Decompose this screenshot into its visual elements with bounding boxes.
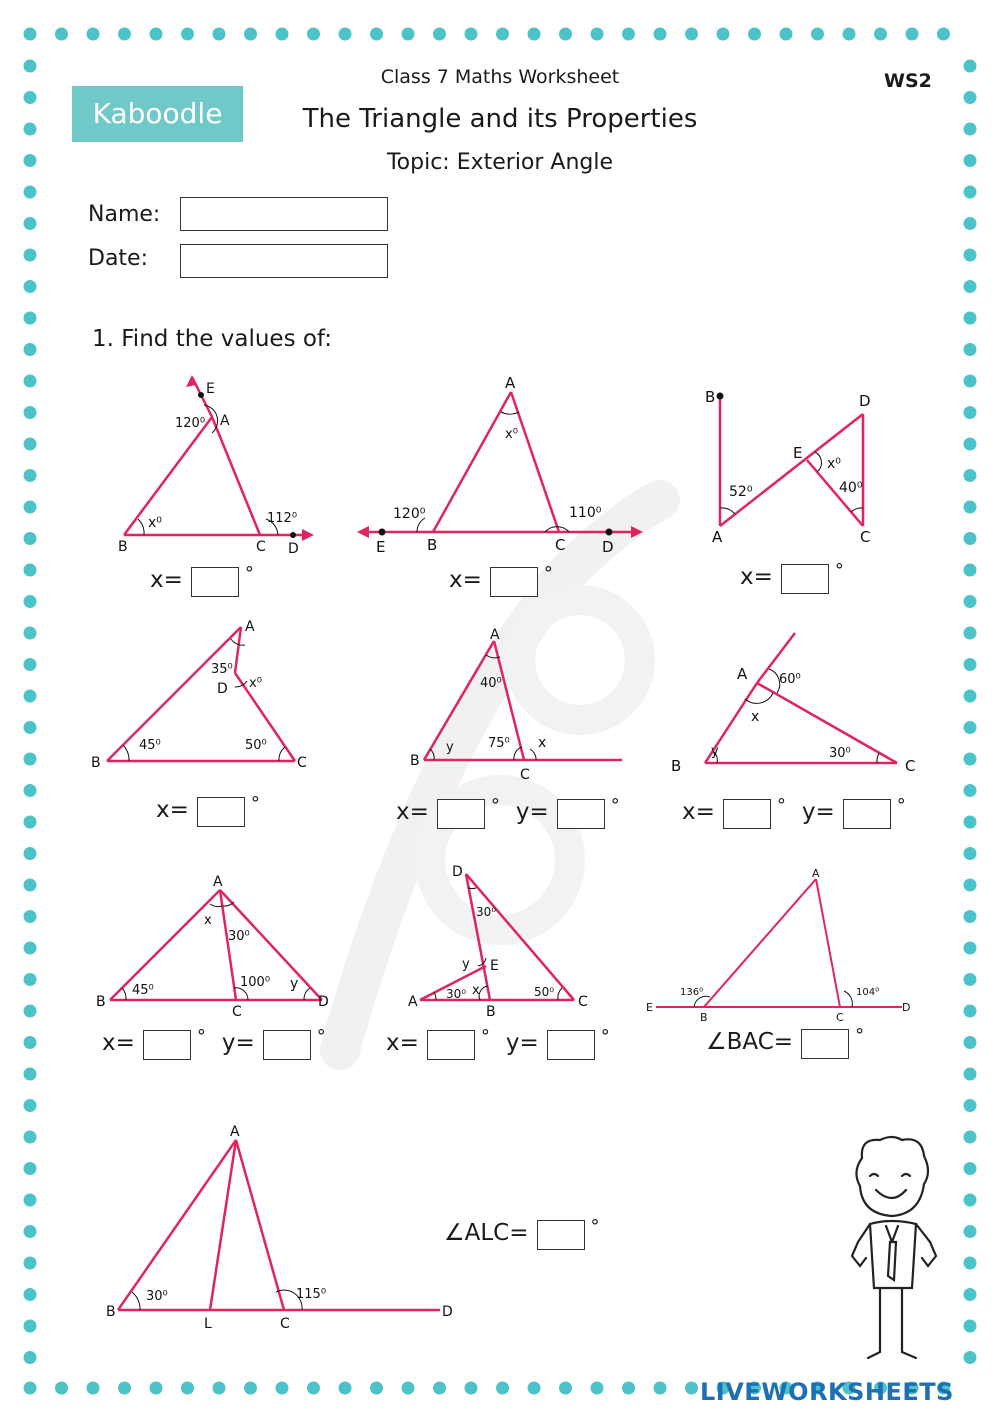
fig1-deg: ° <box>244 563 254 584</box>
border-dot <box>24 564 37 577</box>
fig6-var-y: y= <box>801 799 835 825</box>
fig4-angle-45: 45⁰ <box>139 738 161 753</box>
fig8-label-C: C <box>578 994 588 1010</box>
topic-title: Topic: Exterior Angle <box>386 150 614 175</box>
fig5-angle-75: 75⁰ <box>488 736 510 751</box>
border-dot <box>24 28 37 41</box>
border-dot <box>24 312 37 325</box>
border-dot <box>964 847 977 860</box>
border-dot <box>24 942 37 955</box>
figure-9 <box>640 865 920 1025</box>
worksheet-code: WS2 <box>884 70 932 92</box>
border-dot <box>24 1320 37 1333</box>
figure-3 <box>695 380 895 550</box>
fig1-var-x: x= <box>150 567 183 593</box>
fig4-deg: ° <box>250 793 260 814</box>
fig6-y-input[interactable] <box>843 799 891 829</box>
border-dot <box>276 28 289 41</box>
border-dot <box>906 28 919 41</box>
border-dot <box>964 1351 977 1364</box>
fig7-var-x: x= <box>102 1030 135 1056</box>
border-dot <box>622 28 635 41</box>
border-dot <box>307 1382 320 1395</box>
fig7-label-B: B <box>96 994 106 1010</box>
border-dot <box>964 312 977 325</box>
border-dot <box>964 438 977 451</box>
fig1-label-E: E <box>206 381 215 397</box>
figure-6 <box>665 625 925 785</box>
border-dot <box>24 343 37 356</box>
border-dot <box>24 910 37 923</box>
fig5-label-C: C <box>520 767 530 783</box>
border-dot <box>24 627 37 640</box>
border-dot <box>24 1068 37 1081</box>
fig4-label-B: B <box>91 755 101 771</box>
fig5-deg-y: ° <box>610 795 620 816</box>
border-dot <box>465 1382 478 1395</box>
border-dot <box>937 28 950 41</box>
fig7-angle-100: 100⁰ <box>240 975 271 990</box>
border-dot <box>591 1382 604 1395</box>
border-dot <box>24 1131 37 1144</box>
fig9-label-B: B <box>700 1011 708 1024</box>
border-dot <box>402 28 415 41</box>
border-dot <box>87 28 100 41</box>
liveworksheets-logo: LIVEWORKSHEETS <box>700 1378 954 1406</box>
border-dot <box>964 1320 977 1333</box>
fig7-angle-y: y <box>290 976 299 992</box>
answer-row-fig10 <box>444 1216 610 1250</box>
answer-row-fig7 <box>102 1026 336 1060</box>
border-dot <box>964 1099 977 1112</box>
border-dot <box>87 1382 100 1395</box>
border-dot <box>24 784 37 797</box>
border-dot <box>964 942 977 955</box>
border-dot <box>213 1382 226 1395</box>
fig6-angle-30: 30⁰ <box>829 746 851 761</box>
fig2-angle-x: x⁰ <box>505 427 518 442</box>
fig1-angle-120: 120⁰ <box>175 416 206 431</box>
border-dot <box>964 343 977 356</box>
border-dot <box>118 1382 131 1395</box>
border-dot <box>964 753 977 766</box>
fig10-label-L: L <box>204 1316 212 1332</box>
name-label: Name: <box>88 202 161 227</box>
border-dot <box>964 1225 977 1238</box>
fig4-angle-50: 50⁰ <box>245 738 267 753</box>
border-dot <box>433 28 446 41</box>
fig8-angle-x: x <box>472 983 480 998</box>
border-dot <box>24 469 37 482</box>
fig10-angle-30: 30⁰ <box>146 1289 168 1304</box>
border-dot <box>528 28 541 41</box>
fig5-angle-y: y <box>446 740 454 755</box>
border-dot <box>24 816 37 829</box>
fig1-label-A: A <box>220 413 230 429</box>
fig8-deg-y: ° <box>600 1026 610 1047</box>
fig3-angle-52: 52⁰ <box>729 484 753 500</box>
border-dot <box>964 910 977 923</box>
border-dot <box>964 1288 977 1301</box>
fig7-label-D: D <box>318 994 329 1010</box>
border-dot <box>24 879 37 892</box>
border-dot <box>964 1068 977 1081</box>
border-dot <box>24 721 37 734</box>
fig7-deg-x: ° <box>196 1026 206 1047</box>
border-dot <box>24 1036 37 1049</box>
border-dot <box>964 280 977 293</box>
border-dot <box>24 658 37 671</box>
fig7-angle-30: 30⁰ <box>228 929 250 944</box>
fig6-x-input[interactable] <box>723 799 771 829</box>
fig8-label-E: E <box>490 958 499 974</box>
border-dot <box>24 1257 37 1270</box>
fig7-angle-45: 45⁰ <box>132 983 154 998</box>
border-dot <box>24 1005 37 1018</box>
fig5-label-A: A <box>490 627 500 643</box>
fig3-angle-x: x⁰ <box>827 456 841 472</box>
fig2-angle-120: 120⁰ <box>393 506 426 522</box>
border-dot <box>654 28 667 41</box>
border-dot <box>964 91 977 104</box>
border-dot <box>150 1382 163 1395</box>
border-dot <box>964 1131 977 1144</box>
border-dot <box>685 1382 698 1395</box>
border-dot <box>24 753 37 766</box>
fig2-label-A: A <box>505 374 516 392</box>
answer-row-fig4 <box>156 793 270 827</box>
border-dot <box>24 847 37 860</box>
border-dot <box>654 1382 667 1395</box>
date-label: Date: <box>88 246 148 271</box>
fig6-var-x: x= <box>682 799 715 825</box>
border-dot <box>964 564 977 577</box>
border-dot <box>24 973 37 986</box>
border-dot <box>591 28 604 41</box>
kaboodle-logo: Kaboodle <box>72 86 243 142</box>
border-dot <box>24 249 37 262</box>
fig10-angle-115: 115⁰ <box>296 1287 327 1302</box>
fig8-angle-50: 50⁰ <box>534 985 555 999</box>
border-dot <box>964 217 977 230</box>
fig7-label-A: A <box>213 874 223 890</box>
fig9-label-E: E <box>646 1001 653 1014</box>
fig6-label-C: C <box>905 757 916 775</box>
border-dot <box>276 1382 289 1395</box>
border-dot <box>559 28 572 41</box>
fig7-y-input[interactable] <box>263 1030 311 1060</box>
border-dot <box>964 784 977 797</box>
border-dot <box>370 28 383 41</box>
border-dot <box>964 186 977 199</box>
border-dot <box>748 28 761 41</box>
border-dot <box>24 1099 37 1112</box>
border-dot <box>55 28 68 41</box>
border-dot <box>24 186 37 199</box>
border-dot <box>55 1382 68 1395</box>
fig10-var-alc: ∠ALC= <box>444 1220 529 1246</box>
border-dot <box>496 28 509 41</box>
border-dot <box>24 91 37 104</box>
border-dot <box>24 1162 37 1175</box>
fig3-label-B: B <box>705 388 716 406</box>
fig2-angle-110: 110⁰ <box>569 505 602 521</box>
border-dot <box>874 28 887 41</box>
fig1-label-B: B <box>118 539 128 555</box>
figure-7 <box>90 870 340 1020</box>
border-dot <box>244 28 257 41</box>
border-dot <box>964 249 977 262</box>
fig8-var-y: y= <box>505 1030 539 1056</box>
border-dot <box>339 28 352 41</box>
border-dot <box>24 1225 37 1238</box>
border-dot <box>964 1257 977 1270</box>
fig8-label-B: B <box>486 1004 496 1020</box>
fig6-angle-60: 60⁰ <box>779 672 801 687</box>
fig8-angle-30-bottom: 30⁰ <box>446 987 467 1001</box>
figure-10 <box>100 1120 470 1340</box>
figure-4 <box>85 615 325 775</box>
fig8-deg-x: ° <box>480 1026 490 1047</box>
fig3-label-E: E <box>793 444 803 462</box>
fig8-x-input[interactable] <box>427 1030 475 1060</box>
border-dot <box>24 280 37 293</box>
fig9-label-A: A <box>812 867 820 880</box>
fig6-angle-y: y <box>711 744 719 759</box>
border-dot <box>964 406 977 419</box>
border-dot <box>622 1382 635 1395</box>
border-dot <box>964 973 977 986</box>
fig1-angle-x: x⁰ <box>148 515 162 531</box>
border-dot <box>24 375 37 388</box>
fig8-label-D: D <box>452 864 463 880</box>
border-dot <box>24 501 37 514</box>
fig6-label-A: A <box>737 665 748 683</box>
border-dot <box>964 469 977 482</box>
fig5-var-y: y= <box>515 799 549 825</box>
border-dot <box>964 1162 977 1175</box>
fig4-label-D: D <box>217 681 228 697</box>
border-dot <box>24 595 37 608</box>
border-dot <box>24 690 37 703</box>
border-dot <box>24 1194 37 1207</box>
answer-row-fig2 <box>449 563 563 597</box>
fig9-angle-104: 104⁰ <box>856 987 880 998</box>
fig3-label-A: A <box>712 528 723 546</box>
fig4-x-input[interactable] <box>197 797 245 827</box>
name-input[interactable] <box>180 197 388 231</box>
fig9-label-C: C <box>836 1011 844 1024</box>
fig5-deg-x: ° <box>490 795 500 816</box>
border-dot <box>118 28 131 41</box>
fig6-label-B: B <box>671 757 682 775</box>
date-input[interactable] <box>180 244 388 278</box>
fig2-label-D: D <box>602 538 614 556</box>
border-dot <box>181 1382 194 1395</box>
border-dot <box>24 1382 37 1395</box>
page-title: The Triangle and its Properties <box>302 104 698 134</box>
fig9-label-D: D <box>902 1001 911 1014</box>
fig4-angle-x: x⁰ <box>249 676 262 691</box>
border-dot <box>811 28 824 41</box>
answer-row-fig5 <box>396 795 630 829</box>
fig10-alc-input[interactable] <box>537 1220 585 1250</box>
fig2-label-C: C <box>555 536 566 554</box>
fig6-deg-x: ° <box>776 795 786 816</box>
answer-row-fig3 <box>740 560 854 594</box>
answer-row-fig1 <box>150 563 264 597</box>
border-dot <box>24 1351 37 1364</box>
boy-illustration <box>840 1132 950 1372</box>
figure-8 <box>400 860 600 1020</box>
fig8-y-input[interactable] <box>547 1030 595 1060</box>
border-dot <box>780 28 793 41</box>
fig8-label-A: A <box>408 994 418 1010</box>
fig3-deg: ° <box>834 560 844 581</box>
fig5-label-B: B <box>410 753 420 769</box>
fig1-x-input[interactable] <box>191 567 239 597</box>
fig5-x-input[interactable] <box>437 799 485 829</box>
border-dot <box>150 28 163 41</box>
border-dot <box>964 1005 977 1018</box>
border-dot <box>964 375 977 388</box>
border-dot <box>964 595 977 608</box>
border-dot <box>181 28 194 41</box>
border-dot <box>465 28 478 41</box>
answer-row-fig9 <box>706 1025 874 1059</box>
border-dot <box>964 690 977 703</box>
question-heading: 1. Find the values of: <box>92 326 332 352</box>
fig2-x-input[interactable] <box>490 567 538 597</box>
border-dot <box>717 28 730 41</box>
fig3-var-x: x= <box>740 564 773 590</box>
border-dot <box>964 1194 977 1207</box>
fig5-angle-40: 40⁰ <box>480 676 502 691</box>
fig1-angle-112: 112⁰ <box>267 511 298 526</box>
class-title: Class 7 Maths Worksheet <box>380 66 620 88</box>
fig7-x-input[interactable] <box>143 1030 191 1060</box>
border-dot <box>964 627 977 640</box>
border-dot <box>964 658 977 671</box>
fig3-label-C: C <box>860 528 871 546</box>
fig5-y-input[interactable] <box>557 799 605 829</box>
border-dot <box>402 1382 415 1395</box>
fig9-deg: ° <box>855 1025 865 1046</box>
border-dot <box>964 501 977 514</box>
fig1-label-C: C <box>256 539 266 555</box>
fig9-bac-input[interactable] <box>801 1029 849 1059</box>
border-dot <box>24 406 37 419</box>
border-dot <box>496 1382 509 1395</box>
border-dot <box>964 532 977 545</box>
fig7-angle-x: x <box>204 913 212 928</box>
fig6-deg-y: ° <box>896 795 906 816</box>
border-dot <box>433 1382 446 1395</box>
border-dot <box>307 28 320 41</box>
border-dot <box>24 438 37 451</box>
border-dot <box>528 1382 541 1395</box>
fig7-deg-y: ° <box>316 1026 326 1047</box>
border-dot <box>964 879 977 892</box>
answer-row-fig6 <box>682 795 916 829</box>
fig7-var-y: y= <box>221 1030 255 1056</box>
border-dot <box>24 217 37 230</box>
fig7-label-C: C <box>232 1004 242 1020</box>
border-dot <box>964 721 977 734</box>
border-dot <box>964 816 977 829</box>
fig10-label-B: B <box>106 1304 116 1320</box>
border-dot <box>843 28 856 41</box>
fig4-var-x: x= <box>156 797 189 823</box>
fig10-label-A: A <box>230 1124 240 1140</box>
fig9-var-bac: ∠BAC= <box>706 1029 794 1055</box>
fig2-label-B: B <box>427 536 438 554</box>
fig8-angle-y: y <box>462 957 470 972</box>
fig9-angle-136: 136⁰ <box>680 987 704 998</box>
fig8-var-x: x= <box>386 1030 419 1056</box>
border-dot <box>24 532 37 545</box>
fig4-label-C: C <box>297 755 307 771</box>
fig2-deg: ° <box>543 563 553 584</box>
fig8-angle-30-top: 30⁰ <box>476 905 497 919</box>
border-dot <box>964 1036 977 1049</box>
fig10-deg: ° <box>590 1216 600 1237</box>
fig4-angle-35: 35⁰ <box>211 662 233 677</box>
figure-2 <box>355 372 645 562</box>
fig10-label-C: C <box>280 1316 290 1332</box>
border-dot <box>24 1288 37 1301</box>
fig3-angle-40: 40⁰ <box>839 480 863 496</box>
fig6-angle-x: x <box>751 709 760 725</box>
fig1-label-D: D <box>288 541 299 557</box>
fig3-x-input[interactable] <box>781 564 829 594</box>
figure-5 <box>400 625 630 785</box>
figure-1 <box>100 365 340 565</box>
border-dot <box>244 1382 257 1395</box>
answer-row-fig8 <box>386 1026 620 1060</box>
border-dot <box>213 28 226 41</box>
fig5-angle-x: x <box>538 735 547 751</box>
border-dot <box>685 28 698 41</box>
fig2-label-E: E <box>376 538 386 556</box>
fig3-label-D: D <box>859 392 871 410</box>
fig5-var-x: x= <box>396 799 429 825</box>
fig4-label-A: A <box>245 619 255 635</box>
border-dot <box>559 1382 572 1395</box>
fig10-label-D: D <box>442 1304 453 1320</box>
border-dot <box>339 1382 352 1395</box>
fig2-var-x: x= <box>449 567 482 593</box>
border-dot <box>370 1382 383 1395</box>
